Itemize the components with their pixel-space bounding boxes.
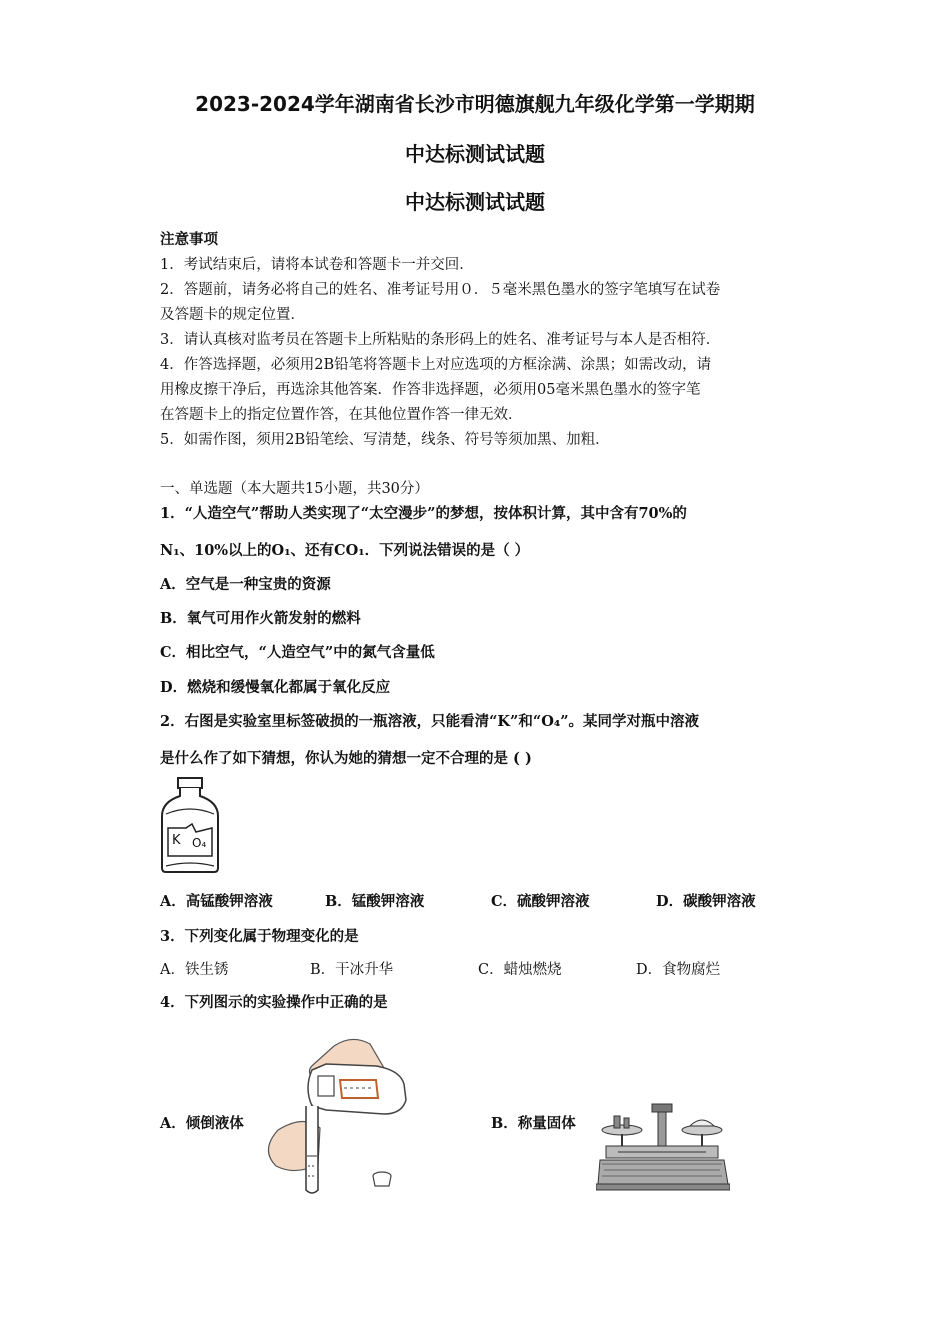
notice-item: 用橡皮擦干净后，再选涂其他答案．作答非选择题，必须用05毫米黑色墨水的签字笔 [160,382,701,398]
page-title-line1: 2023-2024学年湖南省长沙市明德旗舰九年级化学第一学期期 [195,92,755,116]
q2-option-a: A．高锰酸钾溶液 [160,893,273,910]
q3-option-a: A．铁生锈 [160,962,229,978]
q3-option-c: C．蜡烛燃烧 [478,962,562,978]
notice-item: 2．答题前，请务必将自己的姓名、准考证号用０．５毫米黑色墨水的签字笔填写在试卷 [160,282,721,298]
q4-option-b: B．称量固体 [491,1115,576,1132]
q2-option-d: D．碳酸钾溶液 [656,893,756,910]
page-title-line2: 中达标测试试题 [405,142,545,166]
reagent-bottle-figure [158,776,222,876]
q2-option-c: C．硫酸钾溶液 [491,893,590,910]
q3-option-b: B．干冰升华 [310,962,394,978]
notice-item: 4．作答选择题，必须用2B铅笔将答题卡上对应选项的方框涂满、涂黑；如需改动，请 [160,357,712,373]
q2-stem-line2: 是什么作了如下猜想，你认为她的猜想一定不合理的是 ( ) [160,750,532,767]
bottle-label-o4: O₄ [192,836,207,850]
q1-stem-line2: N₁、10%以上的O₁、还有CO₁．下列说法错误的是（ ） [160,542,530,559]
notice-item: 5．如需作图，须用2B铅笔绘、写清楚，线条、符号等须加黑、加粗． [160,432,610,448]
q1-option-d: D．燃烧和缓慢氧化都属于氧化反应 [160,679,391,696]
q1-option-b: B．氧气可用作火箭发射的燃料 [160,610,361,627]
section-heading: 一、单选题（本大题共15小题，共30分） [160,481,429,497]
notice-heading: 注意事项 [160,231,218,248]
q4-stem: 4．下列图示的实验操作中正确的是 [160,994,388,1011]
notice-item: 3．请认真核对监考员在答题卡上所粘贴的条形码上的姓名、准考证号与本人是否相符． [160,332,721,348]
q1-option-a: A．空气是一种宝贵的资源 [160,576,331,593]
bottle-label-k: K [172,833,181,848]
q2-stem-line1: 2．右图是实验室里标签破损的一瓶溶液，只能看清“K”和“O₄”。某同学对瓶中溶液 [160,713,700,730]
notice-item: 1．考试结束后，请将本试卷和答题卡一并交回． [160,257,474,273]
q1-option-c: C．相比空气，“人造空气”中的氮气含量低 [160,644,435,661]
notice-item: 及答题卡的规定位置． [160,307,305,323]
q3-stem: 3．下列变化属于物理变化的是 [160,928,359,945]
page-title-line3: 中达标测试试题 [405,190,545,214]
q4-option-a: A．倾倒液体 [160,1115,244,1132]
q3-option-d: D．食物腐烂 [636,962,721,978]
q1-stem-line1: 1．“人造空气”帮助人类实现了“太空漫步”的梦想，按体积计算，其中含有70%的 [160,505,687,522]
q2-option-b: B．锰酸钾溶液 [325,893,425,910]
notice-item: 在答题卡上的指定位置作答，在其他位置作答一律无效． [160,407,523,423]
pouring-liquid-figure [256,1026,416,1196]
balance-scale-figure [596,1100,730,1192]
